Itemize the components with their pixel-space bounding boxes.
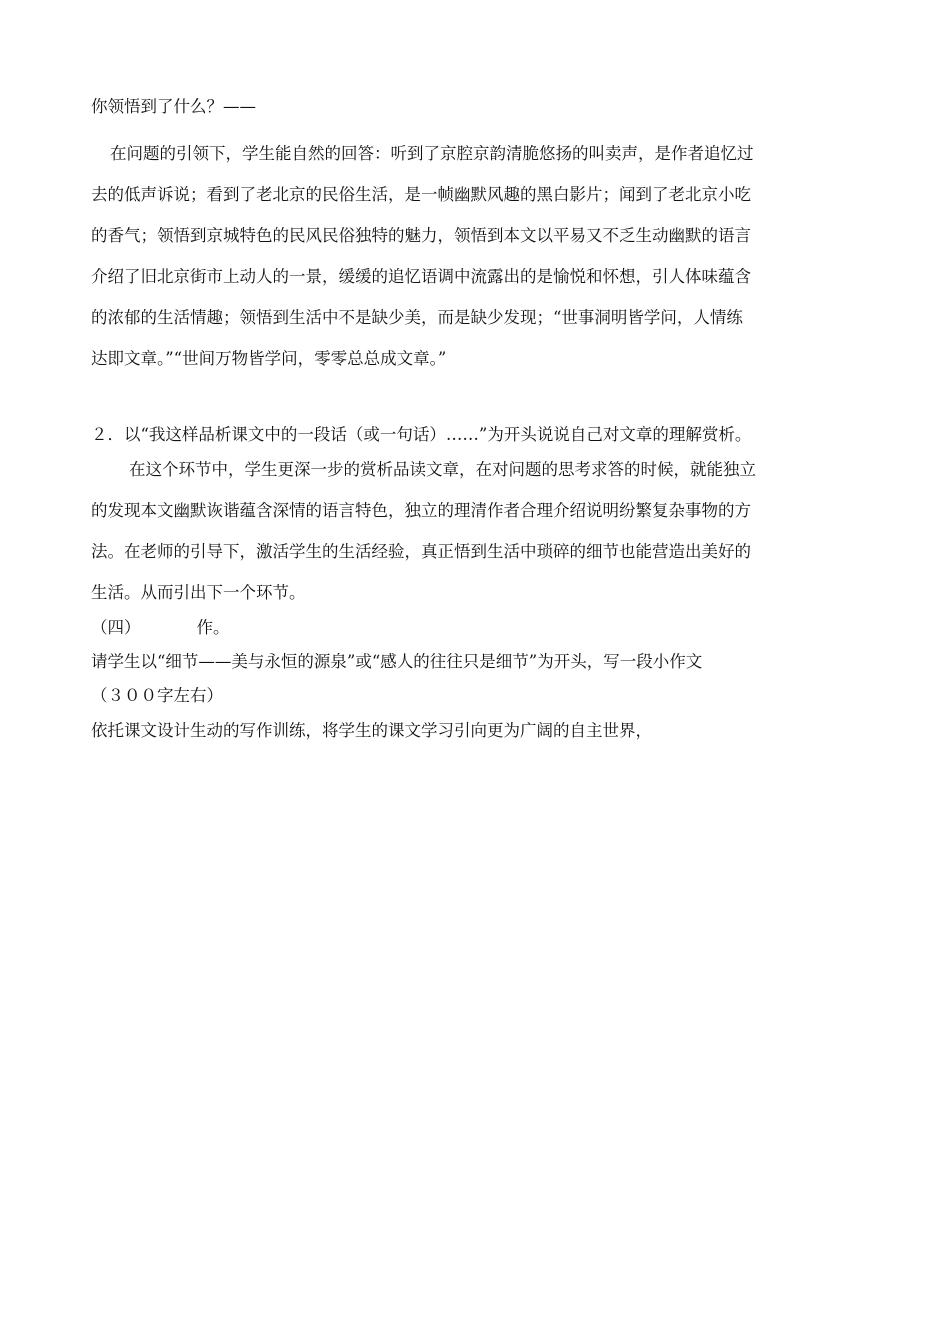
section-heading bbox=[91, 618, 230, 638]
text-line: 请学生以“细节——美与永恒的源泉”或“感人的往往只是细节”为开头，写一段小作文 bbox=[91, 652, 703, 671]
text-line: 你领悟到了什么？—— bbox=[91, 97, 256, 116]
text-line: 的浓郁的生活情趣；领悟到生活中不是缺少美，而是缺少发现；“世事洞明皆学问，人情练 bbox=[91, 308, 743, 327]
text-line: 介绍了旧北京街市上动人的一景，缓缓的追忆语调中流露出的是愉悦和怀想，引人体味蕴含 bbox=[91, 267, 751, 286]
text-line: 达即文章。”“世间万物皆学问，零零总总成文章。” bbox=[91, 349, 447, 368]
text-line: 依托课文设计生动的写作训练，将学生的课文学习引向更为广阔的自主世界， bbox=[91, 721, 652, 740]
text-line: 去的低声诉说；看到了老北京的民俗生活，是一帧幽默风趣的黑白影片；闻到了老北京小吃 bbox=[91, 185, 751, 204]
text-line: 的香气；领悟到京城特色的民风民俗独特的魅力，领悟到本文以平易又不乏生动幽默的语言 bbox=[91, 226, 751, 245]
numbered-item-2: ２．以“我这样品析课文中的一段话（或一句话）……”为开头说说自己对文章的理解赏析。 bbox=[91, 425, 752, 444]
section-title: 作。 bbox=[196, 618, 230, 637]
text-line: 在问题的引领下，学生能自然的回答：听到了京腔京韵清脆悠扬的叫卖声，是作者追忆过 bbox=[110, 144, 754, 163]
section-number: （四） bbox=[91, 618, 141, 637]
text-line: （３００字左右） bbox=[91, 686, 223, 705]
text-line: 的发现本文幽默诙谐蕴含深情的语言特色，独立的理清作者合理介绍说明纷繁复杂事物的方 bbox=[91, 501, 751, 520]
text-line: 法。在老师的引导下，激活学生的生活经验，真正悟到生活中琐碎的细节也能营造出美好的 bbox=[91, 542, 751, 561]
text-line: 在这个环节中，学生更深一步的赏析品读文章，在对问题的思考求答的时候，就能独立 bbox=[129, 460, 756, 479]
text-line: 生活。从而引出下一个环节。 bbox=[91, 583, 306, 602]
